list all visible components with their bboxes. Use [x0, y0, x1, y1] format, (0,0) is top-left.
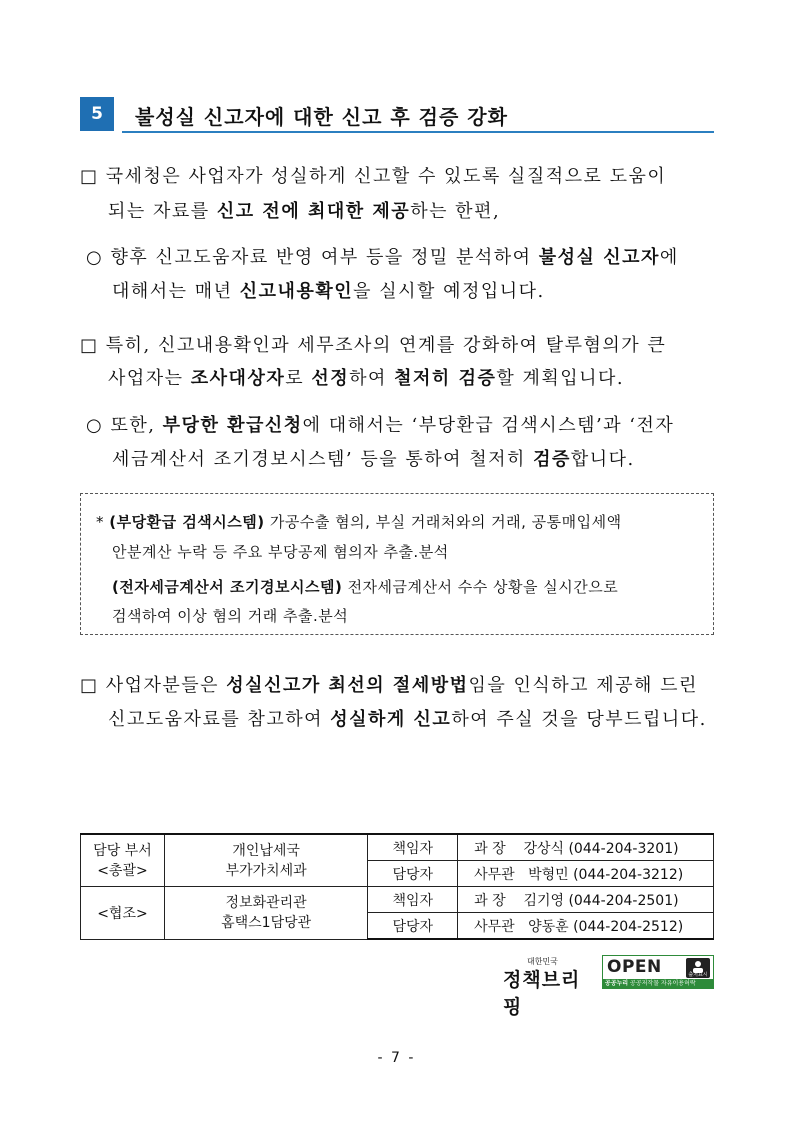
paragraph-3-line-2: 사업자는 조사대상자로 선정하여 철저히 검증할 계획입니다.: [108, 368, 625, 389]
person-type: 담당자: [368, 913, 458, 940]
note-2-line-1: (전자세금계산서 조기경보시스템) 전자세금계산서 수수 상황을 실시간으로: [112, 578, 619, 596]
asterisk: *: [96, 513, 104, 531]
square-bullet: □: [80, 675, 99, 696]
paragraph-4-line-2: 세금계산서 조기경보시스템’ 등을 통하여 철저히 검증합니다.: [112, 449, 635, 470]
paragraph-1-line-1: □ 국세청은 사업자가 성실하게 신고할 수 있도록 실질적으로 도움이: [80, 166, 667, 187]
paragraph-2-line-2: 대해서는 매년 신고내용확인을 실시할 예정입니다.: [112, 281, 545, 302]
contact-table: [80, 833, 714, 940]
circle-bullet: ○: [86, 247, 104, 268]
note-2-line-2: 검색하여 이상 혐의 거래 추출.분석: [112, 607, 349, 625]
table-row: [81, 834, 714, 861]
person-type: 책임자: [368, 887, 458, 913]
policy-briefing-logo: 대한민국 정책브리핑: [503, 957, 581, 1018]
role-cell: 담당 부서 <총괄>: [81, 834, 165, 887]
paragraph-2-line-1: ○ 향후 신고도움자료 반영 여부 등을 정밀 분석하여 불성실 신고자에: [86, 247, 679, 268]
table-row: [81, 887, 714, 913]
department-cell: 개인납세국 부가가치세과: [164, 834, 367, 887]
square-bullet: □: [80, 166, 99, 187]
person-info: 과 장 강상식 (044-204-3201): [458, 834, 714, 861]
open-label: OPEN: [607, 957, 662, 977]
circle-bullet: ○: [86, 415, 104, 436]
open-footer: 공공누리 공공저작물 자유이용허락: [603, 979, 713, 989]
attribution-badge: 출처표시: [686, 958, 710, 978]
department-cell: 정보화관리관 홈택스1담당관: [164, 887, 367, 940]
section-number: 5: [80, 97, 114, 131]
paragraph-1-line-2: 되는 자료를 신고 전에 최대한 제공하는 한편,: [108, 201, 501, 222]
title-underline: [122, 131, 714, 133]
note-1-line-1: * (부당환급 검색시스템) 가공수출 혐의, 부실 거래처와의 거래, 공통매입세액: [96, 513, 622, 531]
person-info: 사무관 박형민 (044-204-3212): [458, 861, 714, 887]
square-bullet: □: [80, 335, 99, 356]
person-info: 사무관 양동훈 (044-204-2512): [458, 913, 714, 940]
page-number: - 7 -: [377, 1050, 416, 1066]
paragraph-3-line-1: □ 특히, 신고내용확인과 세무조사의 연계를 강화하여 탈루혐의가 큰: [80, 335, 667, 356]
person-type: 담당자: [368, 861, 458, 887]
role-cell: <협조>: [81, 887, 165, 940]
paragraph-5-line-1: □ 사업자분들은 성실신고가 최선의 절세방법임을 인식하고 제공해 드린: [80, 675, 698, 696]
note-1-line-2: 안분계산 누락 등 주요 부당공제 혐의자 추출.분석: [112, 543, 449, 561]
section-title: 불성실 신고자에 대한 신고 후 검증 강화: [135, 105, 508, 129]
person-info: 과 장 김기영 (044-204-2501): [458, 887, 714, 913]
person-type: 책임자: [368, 834, 458, 861]
paragraph-4-line-1: ○ 또한, 부당한 환급신청에 대해서는 ‘부당환급 검색시스템’과 ‘전자: [86, 415, 675, 436]
paragraph-5-line-2: 신고도움자료를 참고하여 성실하게 신고하여 주실 것을 당부드립니다.: [108, 709, 707, 730]
open-license-logo: [602, 955, 714, 989]
